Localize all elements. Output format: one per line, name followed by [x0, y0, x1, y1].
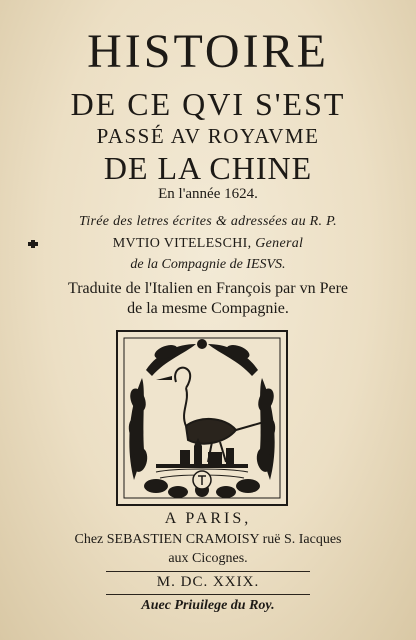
subtitle-line-1: DE CE QVI S'EST — [70, 86, 346, 122]
subtitle-line-3: DE LA CHINE — [103, 150, 313, 186]
recipient-name: MVTIO VITELESCHI, — [112, 236, 252, 251]
imprint-printer-line-2: aux Cicognes. — [168, 551, 248, 566]
subtitle-line-2: PASSÉ AV ROYAVME — [96, 124, 320, 148]
printer-device-icon — [116, 330, 288, 506]
divider-rule-bottom — [106, 594, 310, 595]
translation-line-2: de la mesme Compagnie. — [127, 300, 289, 317]
year-subtitle: En l'année 1624. — [158, 186, 258, 202]
recipient-title: General — [255, 236, 304, 251]
imprint-place: A PARIS, — [164, 510, 252, 527]
source-line: Tirée des letres écrites & adressées au R. P. — [79, 214, 337, 229]
imprint-year: M. DC. XXIX. — [156, 574, 260, 590]
main-title: HISTOIRE — [87, 25, 329, 78]
privilege-line: Auec Priuilege du Roy. — [141, 598, 275, 613]
translation-line-1: Traduite de l'Italien en François par vn Pere — [68, 280, 348, 297]
imprint-printer-line-1: Chez SEBASTIEN CRAMOISY ruë S. Iacques — [74, 532, 342, 547]
recipient-line — [0, 236, 416, 252]
society-line: de la Compagnie de IESVS. — [130, 257, 286, 272]
divider-rule-top — [106, 571, 310, 572]
